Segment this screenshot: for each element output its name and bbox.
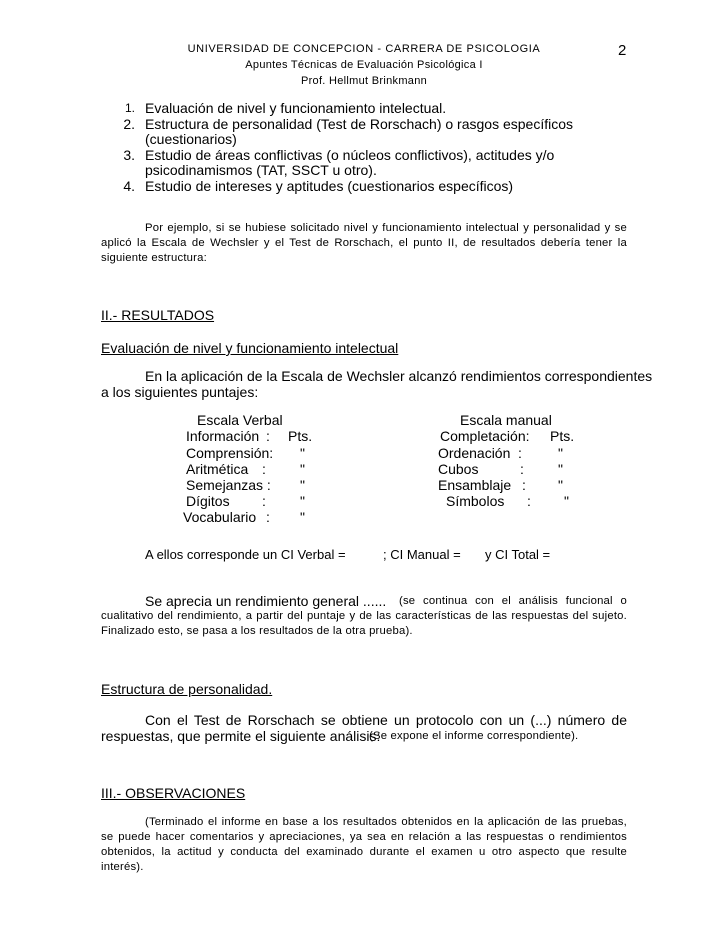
verbal-row-value: " — [300, 509, 305, 525]
verbal-row-value: Pts. — [288, 428, 313, 444]
manual-row-value: " — [558, 445, 563, 461]
general-paragraph-line: cualitativo del rendimiento, a partir del puntaje y de las características de las respuestas del sujeto. — [101, 610, 627, 622]
manual-row-sep: : — [527, 493, 531, 509]
subheading-personalidad: Estructura de personalidad. — [101, 681, 273, 697]
verbal-row-name: Semejanzas : — [186, 477, 271, 493]
ci-verbal-label: A ellos corresponde un CI Verbal = — [145, 547, 346, 562]
manual-row-name: Completación: — [440, 428, 530, 444]
verbal-row-sep: : — [262, 461, 266, 477]
list-item-continuation: (cuestionarios) — [145, 131, 237, 147]
general-paragraph-lead: Se aprecia un rendimiento general ...... — [145, 593, 387, 609]
subheading-intelectual: Evaluación de nivel y funcionamiento intelectual — [101, 340, 399, 356]
manual-row-value: " — [558, 461, 563, 477]
observaciones-paragraph-line: (Terminado el informe en base a los resultados obtenidos en la aplicación de las pruebas, — [145, 816, 627, 828]
list-item-continuation: psicodinamismos (TAT, SSCT u otro). — [145, 162, 377, 178]
verbal-row-name: Aritmética — [186, 461, 249, 477]
verbal-scale-title: Escala Verbal — [197, 412, 283, 428]
verbal-row-value: " — [300, 477, 305, 493]
manual-row-name: Ordenación — [438, 445, 511, 461]
header-institution: UNIVERSIDAD DE CONCEPCION - CARRERA DE PSICOLOGIA — [187, 43, 541, 55]
list-item: Estudio de áreas conflictivas (o núcleos conflictivos), actitudes y/o — [145, 147, 555, 163]
list-item: Estudio de intereses y aptitudes (cuestionarios específicos) — [145, 178, 514, 194]
personalidad-paragraph-line: Con el Test de Rorschach se obtiene un protocolo con un (...) número de — [145, 712, 627, 728]
manual-row-value: " — [558, 477, 563, 493]
manual-row-sep: : — [522, 477, 526, 493]
verbal-row-value: " — [300, 493, 305, 509]
general-paragraph-note: (se continua con el análisis funcional o — [399, 595, 627, 607]
manual-row-name: Ensamblaje — [438, 477, 512, 493]
manual-row-value: Pts. — [550, 428, 575, 444]
intro-paragraph-line: aplicó la Escala de Wechsler y el Test de Rorschach, el punto II, de resultados debería tener la — [101, 237, 627, 249]
observaciones-paragraph-line: obtenidos, la actitud y conducta del examinado durante el examen u otro aspecto que resulte — [101, 846, 627, 858]
verbal-row-name: Información — [186, 428, 260, 444]
manual-row-sep: : — [520, 461, 524, 477]
intro-paragraph-line: siguiente estructura: — [101, 252, 207, 264]
intro-paragraph-line: Por ejemplo, si se hubiese solicitado nivel y funcionamiento intelectual y personalidad y se — [145, 222, 627, 234]
section-heading-observaciones: III.- OBSERVACIONES — [101, 785, 246, 801]
verbal-row-value: " — [300, 461, 305, 477]
verbal-row-sep: : — [266, 428, 270, 444]
resultados-paragraph-line: a los siguientes puntajes: — [101, 384, 259, 400]
verbal-row-sep: : — [262, 493, 266, 509]
verbal-row-value: " — [300, 445, 305, 461]
ci-total-label: y CI Total = — [485, 547, 551, 562]
header-professor: Prof. Hellmut Brinkmann — [300, 75, 428, 87]
observaciones-paragraph-line: se puede hacer comentarios y apreciaciones, ya sea en relación a las respuestas o rendimientos — [101, 831, 627, 843]
verbal-row-name: Vocabulario — [183, 509, 257, 525]
manual-row-value: " — [564, 493, 569, 509]
list-item-number: 4. — [123, 178, 135, 194]
resultados-paragraph-line: En la aplicación de la Escala de Wechsler alcanzó rendimientos correspondientes — [145, 368, 653, 384]
verbal-row-name: Comprensión: — [186, 445, 274, 461]
manual-row-sep: : — [518, 445, 522, 461]
list-item: Estructura de personalidad (Test de Rorschach) o rasgos específicos — [145, 116, 573, 132]
manual-row-name: Símbolos — [446, 493, 505, 509]
verbal-row-name: Dígitos — [186, 493, 230, 509]
verbal-row-sep: : — [266, 509, 270, 525]
ci-manual-label: ; CI Manual = — [383, 547, 461, 562]
personalidad-paragraph-note: (Se expone el informe correspondiente). — [369, 730, 579, 742]
list-item-number: 1. — [124, 101, 135, 115]
manual-row-name: Cubos — [438, 461, 479, 477]
section-heading-resultados: II.- RESULTADOS — [101, 307, 215, 323]
header-course: Apuntes Técnicas de Evaluación Psicológica I — [245, 59, 483, 71]
list-item-number: 2. — [123, 116, 135, 132]
list-item: Evaluación de nivel y funcionamiento intelectual. — [145, 100, 447, 116]
manual-scale-title: Escala manual — [460, 412, 552, 428]
list-item-number: 3. — [123, 147, 135, 163]
observaciones-paragraph-line: interés). — [101, 861, 144, 873]
personalidad-paragraph-line: respuestas, que permite el siguiente análisis: — [101, 728, 381, 744]
general-paragraph-line: Finalizado esto, se pasa a los resultados de la otra prueba). — [101, 625, 413, 637]
page-number: 2 — [618, 42, 627, 59]
